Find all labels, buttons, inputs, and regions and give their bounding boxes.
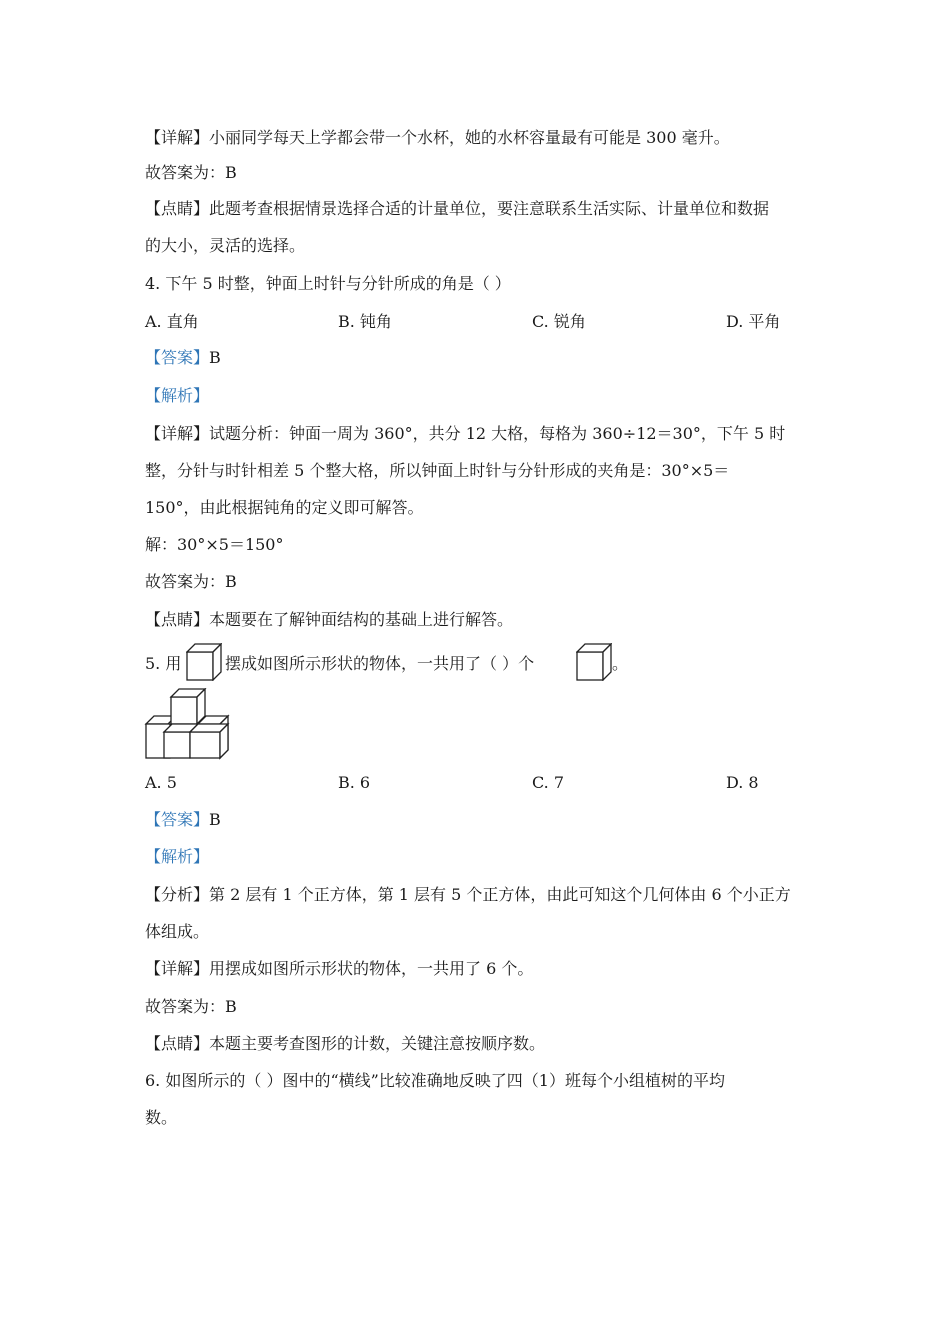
- q4-answer: [145, 348, 221, 368]
- q5-analysis-tag: 【解析】: [145, 847, 210, 866]
- q3-comment-line-1: 【点睛】此题考查根据情景选择合适的计量单位，要注意联系生活实际、计量单位和数据: [145, 199, 770, 218]
- q5-option-d: D. 8: [726, 773, 759, 792]
- q5-detail: 【详解】用摆成如图所示形状的物体，一共用了 6 个。: [145, 959, 534, 978]
- q4-detail-line-1: 【详解】试题分析：钟面一周为 360°，共分 12 大格，每格为 360÷12＝30°，下午 5 时: [145, 424, 786, 443]
- cube-stack-figure: [143, 688, 233, 760]
- q5-option-c: C. 7: [532, 773, 565, 792]
- q4-solution: 解：30°×5＝150°: [145, 535, 284, 554]
- q5-option-b: B. 6: [338, 773, 371, 792]
- q5-stem-middle: 摆成如图所示形状的物体，一共用了（ ）个: [225, 654, 535, 673]
- q4-detail-line-3: 150°，由此根据钝角的定义即可解答。: [145, 498, 424, 517]
- q5-analysis-line-2: 体组成。: [145, 922, 210, 941]
- q4-analysis-tag: 【解析】: [145, 386, 210, 405]
- q5-answer: [145, 810, 221, 830]
- q3-answer-line: 故答案为：B: [145, 163, 237, 182]
- q5-stem-start: 5. 用: [145, 654, 182, 673]
- q5-stem-end: 。: [612, 654, 629, 673]
- q4-option-a: A. 直角: [145, 312, 199, 331]
- q4-option-b: B. 钝角: [338, 312, 392, 331]
- q3-detail: 【详解】小丽同学每天上学都会带一个水杯，她的水杯容量最有可能是 300 毫升。: [145, 128, 730, 147]
- q5-answer-line: 故答案为：B: [145, 997, 237, 1016]
- q4-stem: 4. 下午 5 时整，钟面上时针与分针所成的角是（ ）: [145, 274, 511, 293]
- q4-answer-line: 故答案为：B: [145, 572, 237, 591]
- q4-option-c: C. 锐角: [532, 312, 586, 331]
- q5-answer-tag: 【答案】: [145, 810, 210, 829]
- q5-option-a: A. 5: [145, 773, 177, 792]
- q5-answer-value: B: [209, 810, 221, 829]
- q4-option-d: D. 平角: [726, 312, 781, 331]
- cube-icon: [576, 643, 612, 681]
- q4-detail-line-2: 整，分针与时针相差 5 个整大格，所以钟面上时针与分针形成的夹角是：30°×5＝: [145, 461, 730, 480]
- q3-comment-line-2: 的大小，灵活的选择。: [145, 236, 306, 255]
- q5-analysis-line-1: 【分析】第 2 层有 1 个正方体，第 1 层有 5 个正方体，由此可知这个几何体由 6 个小正方: [145, 885, 791, 904]
- cube-icon: [186, 643, 222, 681]
- q4-answer-value: B: [209, 348, 221, 367]
- q5-comment: 【点睛】本题主要考查图形的计数，关键注意按顺序数。: [145, 1034, 546, 1053]
- q4-answer-tag: 【答案】: [145, 348, 210, 367]
- q6-stem-line-1: 6. 如图所示的（ ）图中的“横线”比较准确地反映了四（1）班每个小组植树的平均: [145, 1071, 725, 1090]
- q6-stem-line-2: 数。: [145, 1108, 178, 1127]
- q4-comment: 【点睛】本题要在了解钟面结构的基础上进行解答。: [145, 610, 514, 629]
